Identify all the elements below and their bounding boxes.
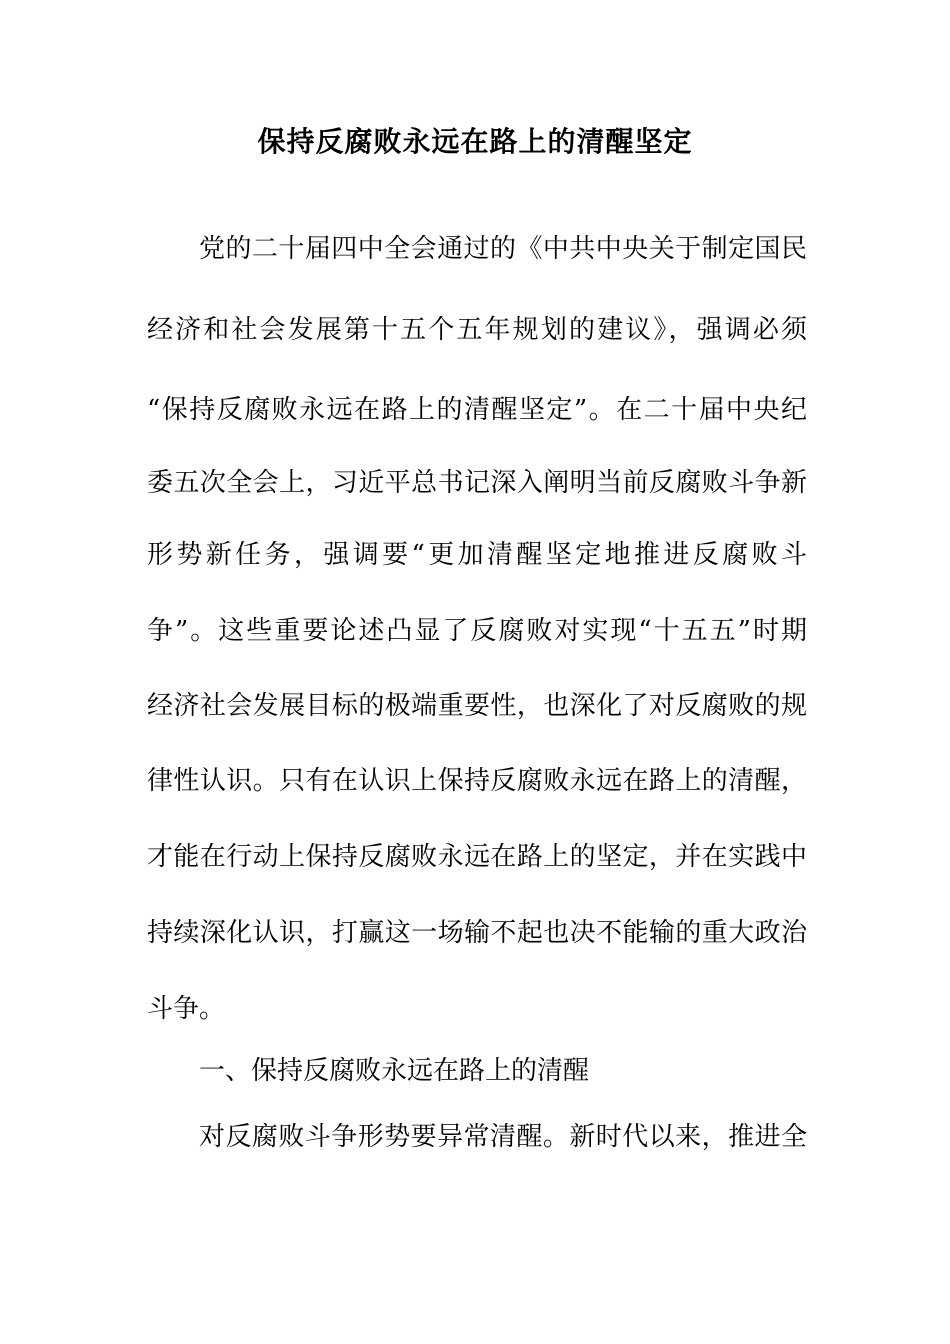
paragraph-line: 才能在行动上保持反腐败永远在路上的坚定，并在实践中 xyxy=(147,842,807,872)
paragraph-line: 争”。这些重要论述凸显了反腐败对实现“十五五”时期 xyxy=(147,616,807,646)
paragraph-line: 委五次全会上，习近平总书记深入阐明当前反腐败斗争新 xyxy=(147,468,807,498)
paragraph-line: 党的二十届四中全会通过的《中共中央关于制定国民 xyxy=(199,234,807,264)
document-title: 保持反腐败永远在路上的清醒坚定 xyxy=(257,125,693,158)
paragraph-line: “保持反腐败永远在路上的清醒坚定”。在二十届中央纪 xyxy=(147,395,807,425)
paragraph-line: 律性认识。只有在认识上保持反腐败永远在路上的清醒， xyxy=(147,766,807,796)
section-heading: 一、保持反腐败永远在路上的清醒 xyxy=(199,1056,590,1086)
paragraph-line: 形势新任务，强调要“更加清醒坚定地推进反腐败斗 xyxy=(147,540,807,570)
paragraph-line: 持续深化认识，打赢这一场输不起也决不能输的重大政治 xyxy=(147,918,807,948)
paragraph-line: 对反腐败斗争形势要异常清醒。新时代以来，推进全 xyxy=(199,1122,807,1152)
paragraph-line: 经济和社会发展第十五个五年规划的建议》，强调必须 xyxy=(147,315,807,345)
paragraph-line: 斗争。 xyxy=(147,994,226,1024)
paragraph-line: 经济社会发展目标的极端重要性，也深化了对反腐败的规 xyxy=(147,691,807,721)
